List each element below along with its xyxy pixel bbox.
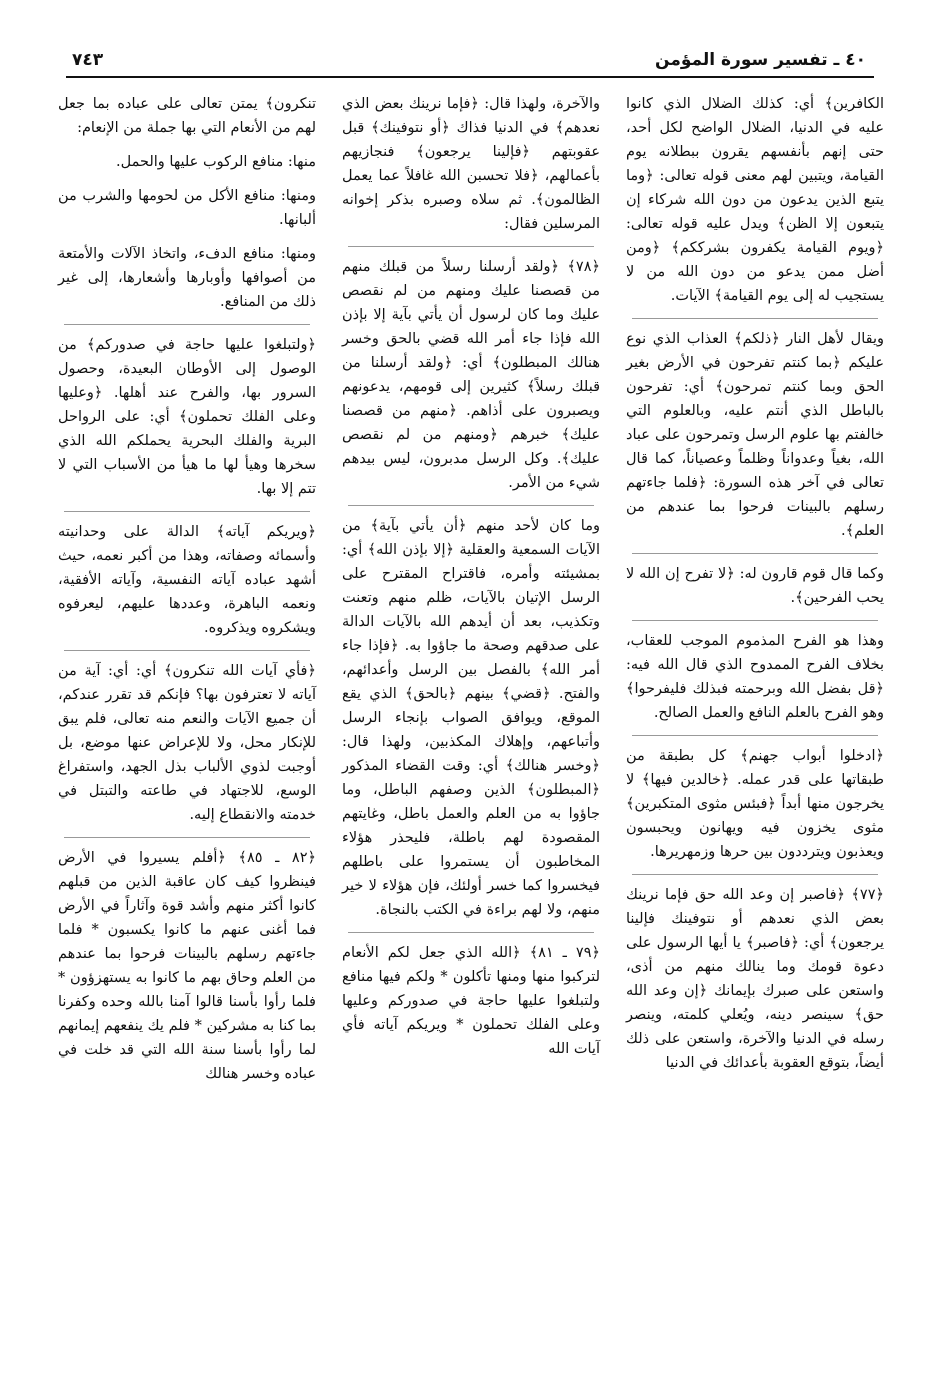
separator <box>632 553 878 554</box>
separator <box>64 324 310 325</box>
paragraph: ﴿ويريكم آياته﴾ الدالة على وحدانيته وأسمائه وصفاته، وهذا من أكبر نعمه، حيث أشهد عباده آياته النفسية، وآياته الأفقية، ونعمه الباهرة، وعددها عليهم، ليعرفوه ويشكروه ويذكروه. <box>58 524 316 636</box>
header-rule <box>66 76 874 78</box>
paragraph: ومنها: منافع الدفء، واتخاذ الآلات والأمتعة من أصوافها وأوبارها وأشعارها، إلى غير ذلك من المنافع. <box>58 246 316 310</box>
header-title: ٤٠ ـ تفسير سورة المؤمن <box>655 50 866 70</box>
paragraph: وما كان لأحد منهم ﴿أن يأتي بآية﴾ من الآيات السمعية والعقلية ﴿إلا بإذن الله﴾ أي: بمشيئته وأمره، فاقتراح المقترح على الرسل الإتيان بالآيات، ظلم منهم وتعنت وتكذيب، بعد أن أيدهم الله بالآيات الدالة على صدقهم وصحة ما جاؤوا به. ﴿فإذا جاء أمر الله﴾ بالفصل بين الرسل وأعدائهم، والفتح. ﴿قضي﴾ بينهم ﴿بالحق﴾ الذي يقع الموقع، ويوافق الصواب بإنجاء الرسل وأتباعهم، وإهلاك المكذبين، ولهذا قال: ﴿وخسر هنالك﴾ أي: وقت القضاء المذكور ﴿المبطلون﴾ الذين وصفهم الباطل، وما جاؤوا به من العلم والعمل باطل، وغايتهم المقصودة لهم باطلة، فليحذر هؤلاء المخاطبون أن يستمروا على باطلهم فيخسروا كما خسر أولئك، فإن هؤلاء لا خير منهم، ولا لهم براءة في الكتب بالنجاة. <box>342 518 600 918</box>
paragraph: ﴿فأي آيات الله تنكرون﴾ أي: أي: آية من آياته لا تعترفون بها؟ فإنكم قد تقرر عندكم، أن جميع الآيات والنعم منه تعالى، فلم يبق للإنكار محل، ولا للإعراض عنها موضع، بل أوجبت لذوي الألباب بذل الجهد، واستفراغ الوسع، للاجتهاد في طاعته والتبتل في خدمته والانقطاع إليه. <box>58 663 316 823</box>
paragraph: وهذا هو الفرح المذموم الموجب للعقاب، بخلاف الفرح الممدوح الذي قال الله فيه: ﴿قل بفضل الله وبرحمته فبذلك فليفرحوا﴾ وهو الفرح بالعلم النافع والعمل الصالح. <box>626 633 884 721</box>
paragraph: ﴿٧٨﴾ ﴿ولقد أرسلنا رسلاً من قبلك منهم من قصصنا عليك ومنهم من لم نقصص عليك وما كان لرسول أن يأتي بآية إلا بإذن الله فإذا جاء أمر الله قضي بالحق وخسر هنالك المبطلون﴾ أي: ﴿ولقد أرسلنا من قبلك رسلاً﴾ كثيرين إلى قومهم، يدعونهم ويصبرون على أذاهم. ﴿منهم من قصصنا عليك﴾ خبرهم ﴿ومنهم من لم نقصص عليك﴾. وكل الرسل مدبرون، ليس بيدهم شيء من الأمر. <box>342 259 600 491</box>
paragraph: ﴿ادخلوا أبواب جهنم﴾ كل بطبقة من طبقاتها على قدر عمله. ﴿خالدين فيها﴾ لا يخرجون منها أبداً ﴿فبئس مثوى المتكبرين﴾ مثوى يخزون فيه ويهانون ويحبسون ويعذبون ويترددون بين حرها وزمهريرها. <box>626 748 884 860</box>
paragraph: ومنها: منافع الأكل من لحومها والشرب من ألبانها. <box>58 188 316 228</box>
paragraph: والآخرة، ولهذا قال: ﴿فإما نرينك بعض الذي نعدهم﴾ في الدنيا فذاك ﴿أو نتوفينك﴾ قبل عقوبتهم ﴿فإلينا يرجعون﴾ فنجازيهم بأعمالهم، ﴿فلا تحسبن الله غافلاً عما يعمل الظالمون﴾. ثم سلاه وصبره بذكر إخوانه المرسلين فقال: <box>342 96 600 232</box>
paragraph: وكما قال قوم قارون له: ﴿لا تفرح إن الله لا يحب الفرحين﴾. <box>626 566 884 606</box>
paragraph: ﴿٧٧﴾ ﴿فاصبر إن وعد الله حق فإما نرينك بعض الذي نعدهم أو نتوفينك فإلينا يرجعون﴾ أي: ﴿فاصبر﴾ يا أيها الرسول على دعوة قومك وما ينالك منهم من أذى، واستعن على صبرك بإيمانك ﴿إن وعد الله حق﴾ سينصر دينه، ويُعلي كلمته، وينصر رسله في الدنيا والآخرة، واستعن على ذلك أيضاً، بتوقع العقوبة بأعدائك في الدنيا <box>626 887 884 1071</box>
column-left <box>58 92 316 1364</box>
separator <box>348 932 594 933</box>
text-columns <box>58 92 884 1364</box>
separator <box>632 620 878 621</box>
separator <box>64 511 310 512</box>
page-number: ٧٤٣ <box>72 50 104 70</box>
page-header <box>66 44 874 80</box>
separator <box>64 837 310 838</box>
separator <box>64 650 310 651</box>
separator <box>632 874 878 875</box>
separator <box>348 505 594 506</box>
separator <box>632 318 878 319</box>
paragraph: ﴿٨٢ ـ ٨٥﴾ ﴿أفلم يسيروا في الأرض فينظروا كيف كان عاقبة الذين من قبلهم كانوا أكثر منهم وأشد قوة وآثاراً في الأرض فما أغنى عنهم ما كانوا يكسبون * فلما جاءتهم رسلهم بالبينات فرحوا بما عندهم من العلم وحاق بهم ما كانوا به يستهزؤون * فلما رأوا بأسنا قالوا آمنا بالله وحده وكفرنا بما كنا به مشركين * فلم يك ينفعهم إيمانهم لما رأوا بأسنا سنة الله التي قد خلت في عباده وخسر هنالك <box>58 850 316 1082</box>
paragraph: منها: منافع الركوب عليها والحمل. <box>116 154 316 170</box>
paragraph: ﴿٧٩ ـ ٨١﴾ ﴿الله الذي جعل لكم الأنعام لتركبوا منها ومنها تأكلون * ولكم فيها منافع ولتبلغوا عليها حاجة في صدوركم وعليها وعلى الفلك تحملون * ويريكم آياته فأي آيات الله <box>342 945 600 1057</box>
paragraph: الكافرين﴾ أي: كذلك الضلال الذي كانوا عليه في الدنيا، الضلال الواضح لكل أحد، حتى إنهم بأنفسهم يقرون ببطلانه يوم القيامة، ويتبين لهم معنى قوله تعالى: ﴿وما يتبع الذين يدعون من دون الله شركاء إن يتبعون إلا الظن﴾ ويدل عليه قوله تعالى: ﴿ويوم القيامة يكفرون بشرككم﴾ ﴿ومن أضل ممن يدعو من دون الله من لا يستجيب له إلى يوم القيامة﴾ الآيات. <box>626 96 884 304</box>
paragraph: ﴿ولتبلغوا عليها حاجة في صدوركم﴾ من الوصول إلى الأوطان البعيدة، وحصول السرور بها، والفرح عند أهلها. ﴿وعليها وعلى الفلك تحملون﴾ أي: على الرواحل البرية والفلك البحرية يحملكم الله الذي سخرها وهيأ لها ما هيأ من الأسباب التي لا تتم إلا بها. <box>58 337 316 497</box>
separator <box>348 246 594 247</box>
separator <box>632 735 878 736</box>
column-middle <box>342 92 600 1364</box>
column-right <box>626 92 884 1364</box>
paragraph: ويقال لأهل النار ﴿ذلكم﴾ العذاب الذي نوع عليكم ﴿بما كنتم تفرحون في الأرض بغير الحق وبما كنتم تمرحون﴾ أي: تفرحون بالباطل الذي أنتم عليه، وبالعلوم التي خالفتم بها علوم الرسل وتمرحون على عباد الله، بغياً وعدواناً وظلماً وعصياناً، كما قال تعالى في آخر هذه السورة: ﴿فلما جاءتهم رسلهم بالبينات فرحوا بما عندهم من العلم﴾. <box>626 331 884 539</box>
paragraph: تنكرون﴾ يمتن تعالى على عباده بما جعل لهم من الأنعام التي بها جملة من الإنعام: <box>58 96 316 136</box>
